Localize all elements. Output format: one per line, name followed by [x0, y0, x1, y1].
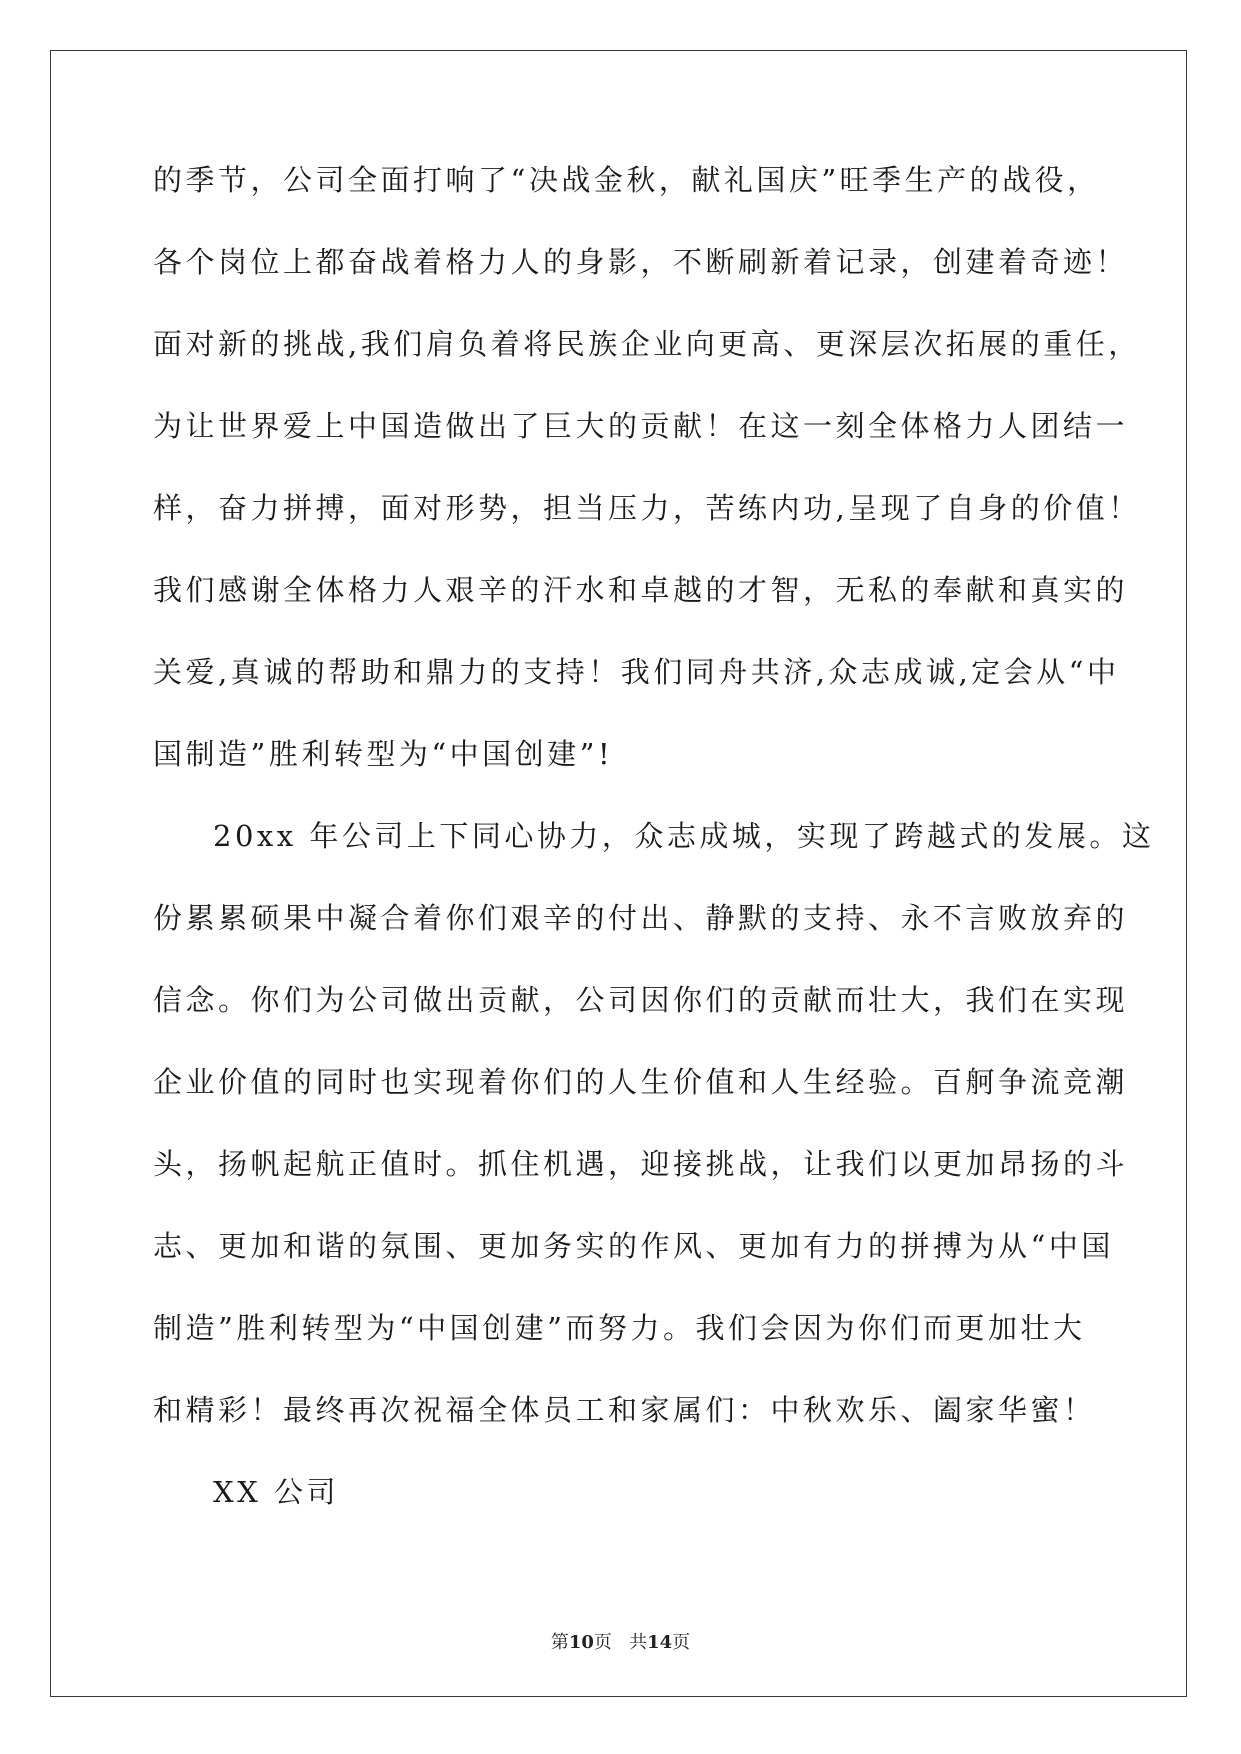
text-line: 头，扬帆起航正值时。抓住机遇，迎接挑战，让我们以更加昂扬的斗 [153, 1147, 1129, 1181]
text-line: 制造”胜利转型为“中国创建”而努力。我们会因为你们而更加壮大 [153, 1311, 1086, 1345]
text-line: 各个岗位上都奋战着格力人的身影，不断刷新着记录，创建着奇迹！ [153, 245, 1129, 279]
page-footer [0, 1628, 1241, 1654]
document-body [153, 158, 1155, 1552]
total-prefix: 共 [629, 1632, 648, 1653]
text-line: 志、更加和谐的氛围、更加务实的作风、更加有力的拼搏为从“中国 [153, 1229, 1114, 1263]
signature-line: XX 公司 [213, 1475, 340, 1509]
total-pages: 14 [647, 1632, 673, 1653]
text-line: 企业价值的同时也实现着你们的人生价值和人生经验。百舸争流竞潮 [153, 1065, 1129, 1099]
text-line: 为让世界爱上中国造做出了巨大的贡献！在这一刻全体格力人团结一 [153, 409, 1129, 443]
paragraph-start-line: 20xx 年公司上下同心协力，众志成城，实现了跨越式的发展。这 [213, 819, 1155, 853]
text-line: 国制造”胜利转型为“中国创建”! [153, 737, 614, 771]
page-suffix: 页 [593, 1632, 612, 1653]
page-prefix: 第 [550, 1632, 569, 1653]
text-line: 我们感谢全体格力人艰辛的汗水和卓越的才智，无私的奉献和真实的 [153, 573, 1129, 607]
text-line: 关爱,真诚的帮助和鼎力的支持！我们同舟共济,众志成诚,定会从“中 [153, 655, 1120, 689]
text-line: 和精彩！最终再次祝福全体员工和家属们：中秋欢乐、阖家华蜜！ [153, 1393, 1096, 1427]
text-line: 份累累硕果中凝合着你们艰辛的付出、静默的支持、永不言败放弃的 [153, 901, 1129, 935]
text-line: 样，奋力拼搏，面对形势，担当压力，苦练内功,呈现了自身的价值！ [153, 491, 1141, 525]
total-suffix: 页 [672, 1632, 691, 1653]
text-line: 信念。你们为公司做出贡献，公司因你们的贡献而壮大，我们在实现 [153, 983, 1129, 1017]
text-line: 面对新的挑战,我们肩负着将民族企业向更高、更深层次拓展的重任， [153, 327, 1141, 361]
page-number: 10 [568, 1632, 594, 1653]
text-line: 的季节，公司全面打响了“决战金秋，献礼国庆”旺季生产的战役， [153, 163, 1100, 197]
